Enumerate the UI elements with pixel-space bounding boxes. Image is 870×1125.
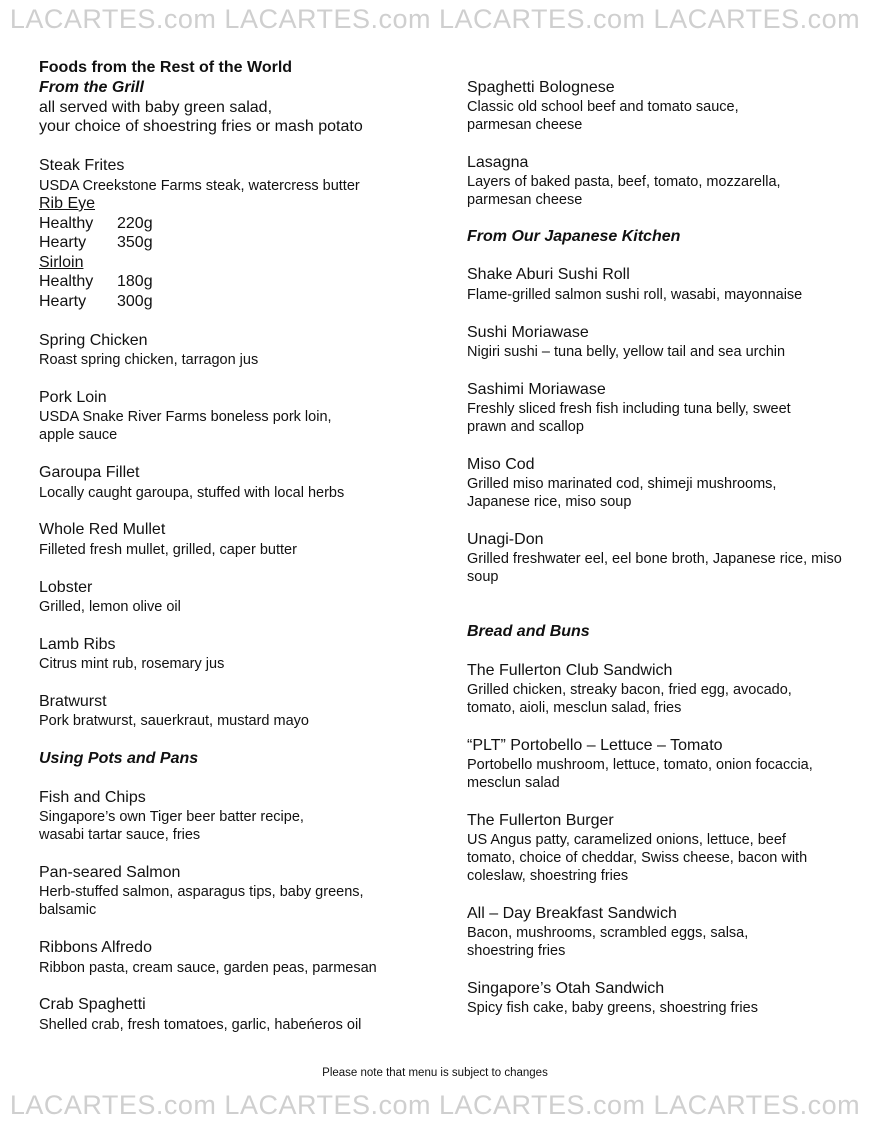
menu-item-desc: Locally caught garoupa, stuffed with local herbs <box>39 485 345 501</box>
menu-item-name: “PLT” Portobello – Lettuce – Tomato <box>467 737 723 754</box>
section-heading-grill: From the Grill <box>39 79 144 96</box>
portion-weight: 350g <box>117 234 153 251</box>
menu-item-desc: Singapore’s own Tiger beer batter recipe, wasabi tartar sauce, fries <box>39 809 304 843</box>
menu-item-name: Pan-seared Salmon <box>39 864 181 881</box>
menu-item-name: Lamb Ribs <box>39 636 116 653</box>
menu-item-desc: Spicy fish cake, baby greens, shoestring fries <box>467 1000 758 1016</box>
menu-item-name: Sushi Moriawase <box>467 324 589 341</box>
menu-item-name: Bratwurst <box>39 693 107 710</box>
menu-item-name: Whole Red Mullet <box>39 521 166 538</box>
menu-item-desc: Grilled chicken, streaky bacon, fried egg, avocado, tomato, aioli, mesclun salad, fries <box>467 682 792 716</box>
portion-label: Healthy <box>39 273 94 290</box>
section-heading-pots: Using Pots and Pans <box>39 750 199 767</box>
menu-item-desc: Grilled freshwater eel, eel bone broth, Japanese rice, miso soup <box>467 551 842 585</box>
menu-item-name: All – Day Breakfast Sandwich <box>467 905 677 922</box>
footer-note: Please note that menu is subject to changes <box>322 1067 548 1079</box>
portion-row <box>39 215 153 233</box>
menu-item-desc: Nigiri sushi – tuna belly, yellow tail and sea urchin <box>467 344 786 360</box>
menu-item-desc: Grilled, lemon olive oil <box>39 599 181 615</box>
portion-label: Healthy <box>39 215 94 232</box>
portion-label: Hearty <box>39 293 87 310</box>
menu-item-name: Miso Cod <box>467 456 535 473</box>
menu-item-name: Lobster <box>39 579 93 596</box>
menu-item-desc: Bacon, mushrooms, scrambled eggs, salsa, shoestring fries <box>467 925 749 959</box>
menu-item-desc: Layers of baked pasta, beef, tomato, mozzarella, parmesan cheese <box>467 174 781 208</box>
menu-item-name: Garoupa Fillet <box>39 464 140 481</box>
menu-item-name: The Fullerton Burger <box>467 812 614 829</box>
portion-weight: 180g <box>117 273 153 290</box>
cut-heading-sirloin: Sirloin <box>39 254 84 271</box>
menu-item-name: Sashimi Moriawase <box>467 381 606 398</box>
portion-weight: 300g <box>117 293 153 310</box>
menu-item-name: Shake Aburi Sushi Roll <box>467 266 630 283</box>
menu-item-desc: Citrus mint rub, rosemary jus <box>39 656 225 672</box>
section-heading-bread: Bread and Buns <box>467 623 590 640</box>
menu-item-desc: Flame-grilled salmon sushi roll, wasabi, mayonnaise <box>467 287 803 303</box>
menu-item-desc: Filleted fresh mullet, grilled, caper butter <box>39 542 297 558</box>
page-title: Foods from the Rest of the World <box>39 59 293 76</box>
portion-row <box>39 234 153 252</box>
menu-item-name: Crab Spaghetti <box>39 996 146 1013</box>
menu-item-desc: Herb-stuffed salmon, asparagus tips, baby greens, balsamic <box>39 884 364 918</box>
section-heading-japanese: From Our Japanese Kitchen <box>467 228 681 245</box>
menu-item-name: Singapore’s Otah Sandwich <box>467 980 665 997</box>
cut-heading-rib-eye: Rib Eye <box>39 195 96 212</box>
menu-item-desc: Freshly sliced fresh fish including tuna belly, sweet prawn and scallop <box>467 401 791 435</box>
menu-item-desc: USDA Creekstone Farms steak, watercress butter <box>39 178 360 194</box>
menu-item-desc: Roast spring chicken, tarragon jus <box>39 352 259 368</box>
menu-item-name: Steak Frites <box>39 157 125 174</box>
menu-item-name: Fish and Chips <box>39 789 146 806</box>
menu-item-desc: Grilled miso marinated cod, shimeji mushrooms, Japanese rice, miso soup <box>467 476 777 510</box>
portion-weight: 220g <box>117 215 153 232</box>
menu-item-name: Spring Chicken <box>39 332 148 349</box>
menu-item-name: Ribbons Alfredo <box>39 939 152 956</box>
menu-item-name: The Fullerton Club Sandwich <box>467 662 673 679</box>
menu-item-desc: US Angus patty, caramelized onions, lettuce, beef tomato, choice of cheddar, Swiss cheese, bacon with coleslaw, shoestring fries <box>467 832 808 884</box>
menu-item-name: Unagi-Don <box>467 531 544 548</box>
menu-item-name: Pork Loin <box>39 389 107 406</box>
grill-intro-line-2: your choice of shoestring fries or mash potato <box>39 118 363 135</box>
menu-item-name: Spaghetti Bolognese <box>467 79 615 96</box>
watermark-top: LACARTES.com LACARTES.com LACARTES.com LACARTES.com <box>9 4 861 34</box>
grill-intro-line-1: all served with baby green salad, <box>39 99 273 116</box>
menu-item-name: Lasagna <box>467 154 529 171</box>
watermark-bottom: LACARTES.com LACARTES.com LACARTES.com LACARTES.com <box>9 1090 861 1120</box>
menu-item-desc: Shelled crab, fresh tomatoes, garlic, habeńeros oil <box>39 1017 362 1033</box>
menu-item-desc: USDA Snake River Farms boneless pork loin, apple sauce <box>39 409 332 443</box>
menu-item-desc: Classic old school beef and tomato sauce, parmesan cheese <box>467 99 739 133</box>
menu-item-desc: Portobello mushroom, lettuce, tomato, onion focaccia, mesclun salad <box>467 757 813 791</box>
menu-item-desc: Ribbon pasta, cream sauce, garden peas, parmesan <box>39 960 377 976</box>
portion-label: Hearty <box>39 234 87 251</box>
portion-row <box>39 273 153 291</box>
menu-item-desc: Pork bratwurst, sauerkraut, mustard mayo <box>39 713 309 729</box>
portion-row <box>39 293 153 311</box>
